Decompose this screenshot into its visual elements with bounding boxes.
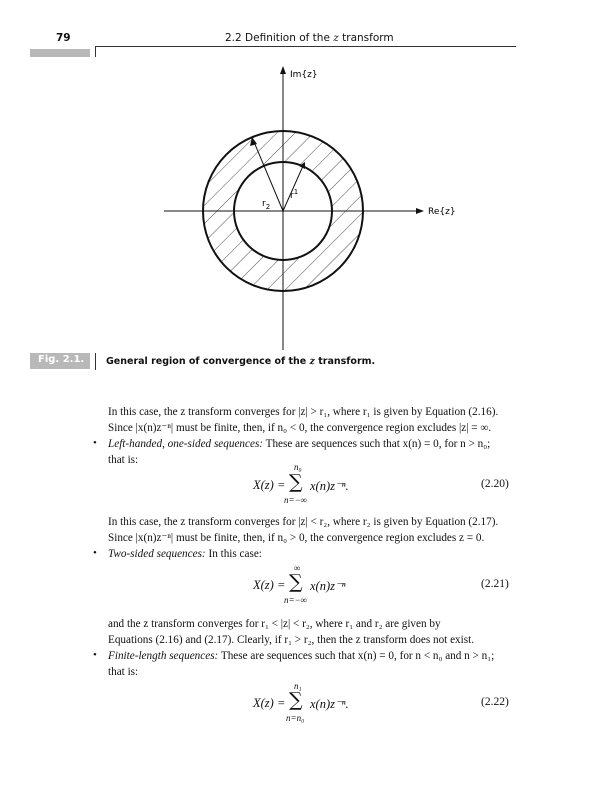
header-rule <box>96 46 516 47</box>
caption-pre: General region of convergence of the <box>106 356 310 367</box>
real-axis-arrow <box>416 208 424 214</box>
running-head <box>225 32 394 44</box>
eq-2-20-upper: n₀ <box>294 462 302 472</box>
eq-2-20-number: (2.20) <box>481 478 509 490</box>
imag-axis-label: Im{z} <box>290 70 318 80</box>
bullet-1-text <box>108 436 516 452</box>
page-number: 79 <box>56 32 71 44</box>
running-head-var: z <box>333 32 339 44</box>
para-3-line-1: and the z transform converges for r₁ < |z| < r₂, where r₁ and r₂ are given by <box>108 618 441 630</box>
eq-2-22-upper: n₁ <box>294 681 302 691</box>
real-axis-label: Re{z} <box>428 207 456 217</box>
eq-2-22-body: x(n)z⁻ⁿ. <box>310 697 349 711</box>
header-gray-bar <box>30 49 90 57</box>
eq-2-21-lhs: X(z) = <box>253 578 286 592</box>
bullet-2: • <box>93 547 97 559</box>
bullet-3-text <box>108 648 516 664</box>
para-2-line-2: Since |x(n)z⁻ⁿ| must be finite, then, if n₀ > 0, the convergence region excludes z = 0. <box>108 532 485 544</box>
r2-sub: 2 <box>265 203 271 211</box>
imag-axis-arrow <box>280 66 286 74</box>
para-3-line-2: Equations (2.16) and (2.17). Clearly, if r₁ > r₂, then the z transform does not exist. <box>108 634 475 646</box>
bullet-2-body: In this case: <box>205 548 262 560</box>
bullet-1-body: These are sequences such that x(n) = 0, for n > n₀; <box>263 438 491 450</box>
eq-2-20-body: x(n)z⁻ⁿ. <box>310 479 349 493</box>
eq-2-22-lower: n=n₀ <box>286 713 305 723</box>
para-2-line-1: In this case, the z transform converges for |z| < r₂, where r₂ is given by Equation (2.17). <box>108 516 499 528</box>
bullet-1-line-2: that is: <box>108 454 139 466</box>
bullet-3-title: Finite-length sequences: <box>108 650 219 662</box>
eq-2-22-sigma: ∑ <box>289 689 303 711</box>
eq-2-20-lower: n=−∞ <box>284 495 308 505</box>
eq-2-21-body: x(n)z⁻ⁿ <box>310 579 346 593</box>
caption-var: z <box>309 356 315 367</box>
bullet-3-body: These are sequences such that x(n) = 0, for n < n₀ and n > n₁; <box>218 650 495 662</box>
running-head-pre: 2.2 Definition of the <box>225 32 334 44</box>
eq-2-21-upper: ∞ <box>294 563 301 573</box>
bullet-1-title: Left-handed, one-sided sequences: <box>108 438 264 450</box>
bullet-1: • <box>93 437 97 449</box>
r1-letter: r <box>290 191 294 201</box>
caption-post: transform. <box>314 356 376 367</box>
eq-2-21-lower: n=−∞ <box>284 595 308 605</box>
para-1-line-2: Since |x(n)z⁻ⁿ| must be finite, then, if n₀ < 0, the convergence region excludes |z| = ∞. <box>108 422 492 434</box>
r2-letter: r <box>262 199 266 209</box>
roc-figure <box>0 60 608 350</box>
figure-label: Fig. 2.1. <box>38 354 85 365</box>
eq-2-22-number: (2.22) <box>481 696 509 708</box>
eq-2-20-lhs: X(z) = <box>253 478 286 492</box>
eq-2-22-lhs: X(z) = <box>253 696 286 710</box>
bullet-3: • <box>93 649 97 661</box>
caption-tick <box>95 353 96 370</box>
bullet-2-title: Two-sided sequences: <box>108 548 206 560</box>
running-head-post: transform <box>338 32 394 44</box>
bullet-2-text <box>108 546 516 562</box>
figure-caption <box>106 356 375 367</box>
bullet-3-line-2: that is: <box>108 666 139 678</box>
para-1-line-1: In this case, the z transform converges for |z| > r₁, where r₁ is given by Equation (2.16). <box>108 406 499 418</box>
eq-2-21-number: (2.21) <box>481 578 509 590</box>
r1-sub: 1 <box>293 188 299 196</box>
header-tick <box>95 46 96 57</box>
eq-2-21-sigma: ∑ <box>289 571 303 593</box>
eq-2-20-sigma: ∑ <box>289 471 303 493</box>
hatched-region <box>190 120 380 310</box>
